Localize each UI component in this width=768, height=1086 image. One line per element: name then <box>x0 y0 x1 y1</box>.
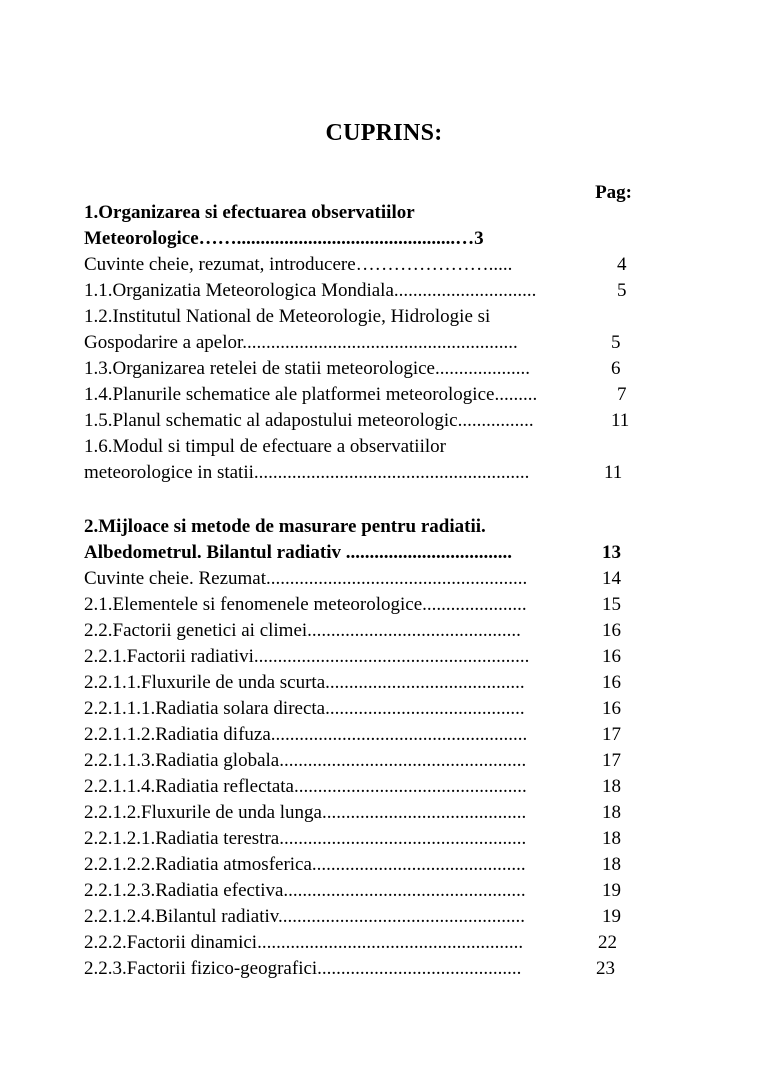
toc-entry-text: meteorologice in statii.......................................................... <box>84 462 530 483</box>
toc-entry <box>84 644 634 670</box>
toc-entry-text: 2.2.3.Factorii fizico-geografici........................................... <box>84 958 522 979</box>
toc-entry <box>84 356 634 382</box>
toc-entry-page: 7 <box>617 384 627 405</box>
toc-entry-text: 2.2.1.2.Fluxurile de unda lunga........................................... <box>84 802 527 823</box>
toc-entry-page: 18 <box>602 802 621 823</box>
toc-entry <box>84 904 634 930</box>
toc-entry <box>84 252 634 278</box>
toc-entry-page: 18 <box>602 854 621 875</box>
page-title: CUPRINS: <box>325 120 443 146</box>
toc-entry-text: 2.1.Elementele si fenomenele meteorologice...................... <box>84 594 527 615</box>
toc-entry-text: 2.Mijloace si metode de masurare pentru radiatii. <box>84 516 486 537</box>
toc-entry <box>84 592 634 618</box>
toc-entry-text: 2.2.2.Factorii dinamici........................................................ <box>84 932 524 953</box>
toc-entry-page: 18 <box>602 828 621 849</box>
toc-entry-text: Meteorologice……..............................................…3 <box>84 228 484 249</box>
toc-entry <box>84 330 634 356</box>
toc-entry-page: 4 <box>617 254 627 275</box>
toc-entry-page: 16 <box>602 698 621 719</box>
toc-entry-text: 1.6.Modul si timpul de efectuare a observatiilor <box>84 436 446 457</box>
toc-entry <box>84 774 634 800</box>
toc-entry <box>84 722 634 748</box>
toc-entry-page: 23 <box>596 958 615 979</box>
toc-entry <box>84 226 634 252</box>
toc-entry-page: 19 <box>602 906 621 927</box>
toc-entry-page: 14 <box>602 568 621 589</box>
toc-entry-text: Albedometrul. Bilantul radiativ ................................... <box>84 542 513 563</box>
toc-entry <box>84 514 634 540</box>
toc-entry <box>84 540 634 566</box>
toc-entry <box>84 696 634 722</box>
toc-entry-text: 1.5.Planul schematic al adapostului meteorologic................ <box>84 410 534 431</box>
toc-entry-text: 2.2.1.2.1.Radiatia terestra.................................................... <box>84 828 527 849</box>
toc-entry-text: 1.4.Planurile schematice ale platformei meteorologice......... <box>84 384 538 405</box>
toc-entry-page: 11 <box>611 410 630 431</box>
toc-entry-text: 2.2.1.1.2.Radiatia difuza...................................................... <box>84 724 528 745</box>
toc-entry-text: 2.2.1.1.1.Radiatia solara directa.......................................... <box>84 698 525 719</box>
toc-entry-page: 16 <box>602 646 621 667</box>
toc-entry <box>84 460 634 486</box>
toc-entry <box>84 800 634 826</box>
toc-entry <box>84 852 634 878</box>
toc-entry <box>84 566 634 592</box>
toc-entry <box>84 434 634 460</box>
toc-entry-text: 2.2.1.1.4.Radiatia reflectata................................................. <box>84 776 527 797</box>
toc-entry-text: 2.2.1.Factorii radiativi.......................................................... <box>84 646 530 667</box>
toc-entry-page: 11 <box>604 462 623 483</box>
toc-entry-page: 18 <box>602 776 621 797</box>
toc-entry-page: 19 <box>602 880 621 901</box>
table-of-contents <box>84 200 634 982</box>
toc-entry <box>84 930 634 956</box>
toc-entry-text: 1.2.Institutul National de Meteorologie, Hidrologie si <box>84 306 491 327</box>
toc-entry-text: Cuvinte cheie. Rezumat....................................................... <box>84 568 528 589</box>
toc-entry <box>84 826 634 852</box>
toc-entry <box>84 304 634 330</box>
toc-entry <box>84 200 634 226</box>
toc-entry-page: 22 <box>598 932 617 953</box>
toc-entry-text: Gospodarire a apelor.......................................................... <box>84 332 518 353</box>
toc-entry-text: Cuvinte cheie, rezumat, introducere…………………..... <box>84 254 513 275</box>
toc-entry-text: 2.2.1.1.Fluxurile de unda scurta.......................................... <box>84 672 525 693</box>
page-column-header: Pag: <box>595 182 632 203</box>
toc-entry-page: 17 <box>602 724 621 745</box>
toc-entry <box>84 408 634 434</box>
toc-entry <box>84 618 634 644</box>
toc-entry-page: 16 <box>602 620 621 641</box>
toc-entry <box>84 748 634 774</box>
toc-entry-text: 2.2.1.2.3.Radiatia efectiva................................................... <box>84 880 526 901</box>
toc-entry <box>84 956 634 982</box>
toc-entry-text: 2.2.Factorii genetici ai climei............................................. <box>84 620 521 641</box>
toc-entry <box>84 878 634 904</box>
toc-entry-page: 16 <box>602 672 621 693</box>
toc-entry-text: 1.Organizarea si efectuarea observatiilor <box>84 202 415 223</box>
toc-entry-text: 2.2.1.1.3.Radiatia globala.................................................... <box>84 750 527 771</box>
toc-entry-page: 15 <box>602 594 621 615</box>
toc-entry-text: 2.2.1.2.2.Radiatia atmosferica............................................. <box>84 854 526 875</box>
toc-entry <box>84 382 634 408</box>
toc-entry-page: 6 <box>611 358 621 379</box>
toc-entry <box>84 670 634 696</box>
toc-entry-page: 5 <box>617 280 627 301</box>
toc-entry-text: 1.1.Organizatia Meteorologica Mondiala.............................. <box>84 280 537 301</box>
toc-entry-page: 17 <box>602 750 621 771</box>
toc-entry-text: 2.2.1.2.4.Bilantul radiativ.................................................... <box>84 906 526 927</box>
toc-entry-text: 1.3.Organizarea retelei de statii meteorologice.................... <box>84 358 530 379</box>
toc-entry <box>84 278 634 304</box>
toc-entry-page: 5 <box>611 332 621 353</box>
toc-entry-page: 13 <box>602 542 621 563</box>
